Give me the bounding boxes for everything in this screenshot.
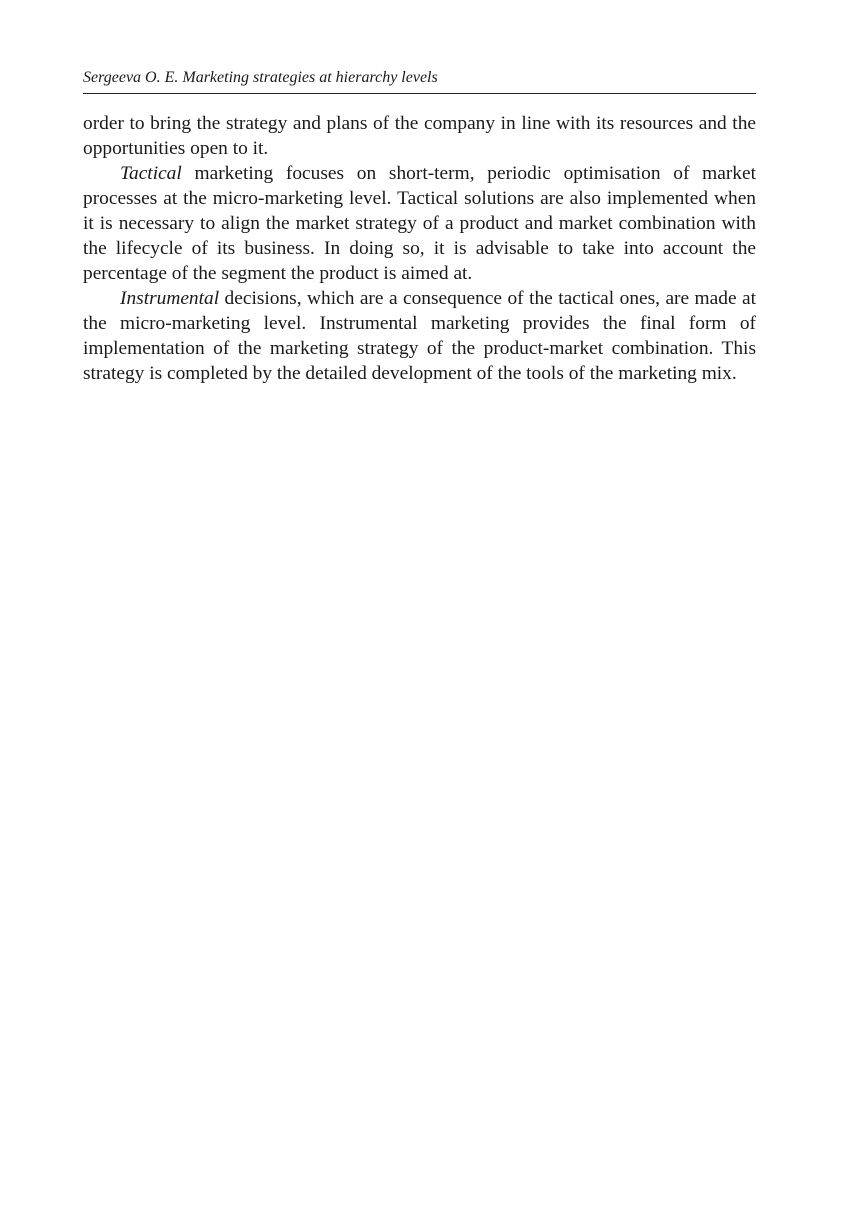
- running-head: Sergeeva O. E. Marketing strategies at hierarchy levels: [83, 67, 756, 94]
- paragraph-text: order to bring the strategy and plans of the company in line with its resources and the opportunities open to it.: [83, 113, 756, 159]
- paragraph-tactical: [83, 161, 756, 286]
- paragraph-text: decisions, which are a consequence of the tactical ones, are made at the micro-marketing level. Instrumental marketing provides the final form of implementation of the marketing strategy of the product-market combination. This strategy is completed by the detailed development of the tools of the marketing mix.: [83, 288, 756, 384]
- paragraph-instrumental: [83, 286, 756, 386]
- body-text: [83, 111, 756, 386]
- paragraph-continuation: [83, 111, 756, 161]
- paragraph-lead-term: Tactical: [120, 163, 182, 184]
- paragraph-lead-term: Instrumental: [120, 288, 220, 309]
- paragraph-text: marketing focuses on short-term, periodic optimisation of market processes at the micro-marketing level. Tactical solutions are also implemented when it is necessary to align the market strategy of a product and market combination with the lifecycle of its business. In doing so, it is advisable to take into account the percentage of the segment the product is aimed at.: [83, 163, 756, 284]
